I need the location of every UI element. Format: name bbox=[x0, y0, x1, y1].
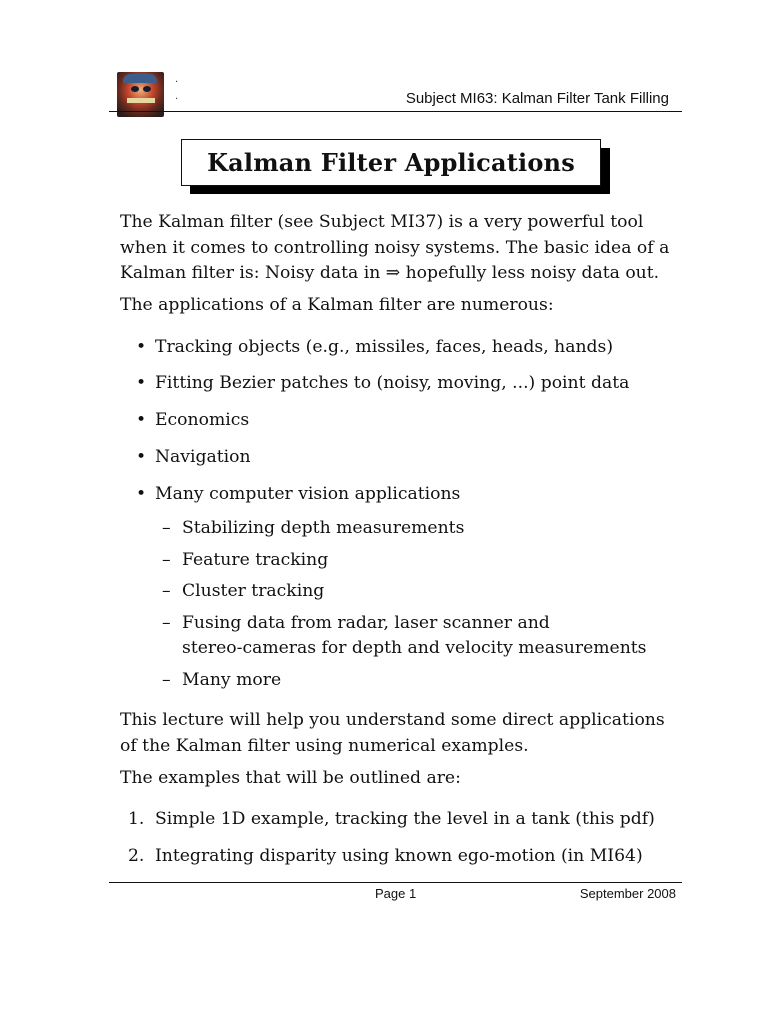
header-subject-title: Subject MI63: Kalman Filter Tank Filling bbox=[405, 90, 669, 107]
header-dot-bottom: . bbox=[175, 91, 179, 102]
examples-intro: The examples that will be outlined are: bbox=[120, 768, 461, 788]
sub-list-item: Stabilizing depth measurements bbox=[182, 518, 465, 538]
intro-line-1: The Kalman filter (see Subject MI37) is a very powerful tool bbox=[120, 212, 644, 232]
list-item: Fitting Bezier patches to (noisy, moving, ...) point data bbox=[155, 373, 630, 393]
list-item: Many computer vision applications bbox=[155, 484, 461, 504]
page-title: Kalman Filter Applications bbox=[181, 139, 601, 186]
footer-date: September 2008 bbox=[579, 886, 676, 901]
bullet-marker: • bbox=[136, 337, 147, 357]
dash-marker: – bbox=[162, 670, 171, 690]
sub-list-item-continuation: stereo-cameras for depth and velocity measurements bbox=[182, 638, 647, 658]
lecture-line-2: of the Kalman filter using numerical examples. bbox=[120, 735, 529, 756]
header-dot-top: . bbox=[175, 74, 179, 85]
sub-list-item: Cluster tracking bbox=[182, 581, 325, 601]
applications-intro: The applications of a Kalman filter are numerous: bbox=[120, 295, 554, 315]
bullet-marker: • bbox=[136, 447, 147, 467]
intro-line-3: Kalman filter is: Noisy data in ⇒ hopefully less noisy data out. bbox=[120, 263, 660, 283]
sub-list-item: Many more bbox=[182, 670, 282, 690]
list-item: Navigation bbox=[155, 447, 251, 467]
footer-page-number: Page 1 bbox=[375, 886, 417, 901]
header-divider bbox=[109, 111, 682, 112]
intro-line-2: when it comes to controlling noisy systems. The basic idea of a bbox=[120, 237, 670, 258]
list-number: 2. bbox=[128, 846, 145, 866]
logo-eye-left bbox=[131, 86, 139, 92]
dash-marker: – bbox=[162, 581, 171, 601]
list-item: Economics bbox=[155, 410, 250, 430]
logo-band bbox=[127, 98, 155, 103]
dash-marker: – bbox=[162, 613, 171, 633]
list-number: 1. bbox=[128, 809, 145, 829]
list-item: Integrating disparity using known ego-motion (in MI64) bbox=[155, 846, 643, 866]
dash-marker: – bbox=[162, 550, 171, 570]
bullet-marker: • bbox=[136, 410, 147, 430]
list-item: Simple 1D example, tracking the level in a tank (this pdf) bbox=[155, 809, 655, 829]
bullet-marker: • bbox=[136, 373, 147, 393]
dash-marker: – bbox=[162, 518, 171, 538]
sub-list-item: Feature tracking bbox=[182, 550, 329, 570]
lecture-line-1: This lecture will help you understand some direct applications bbox=[120, 710, 665, 730]
logo-hair-shape bbox=[123, 74, 157, 83]
footer-divider bbox=[109, 882, 682, 883]
list-item: Tracking objects (e.g., missiles, faces, heads, hands) bbox=[155, 337, 614, 357]
sub-list-item: Fusing data from radar, laser scanner and bbox=[182, 613, 550, 633]
logo-eye-right bbox=[143, 86, 151, 92]
bullet-marker: • bbox=[136, 484, 147, 504]
